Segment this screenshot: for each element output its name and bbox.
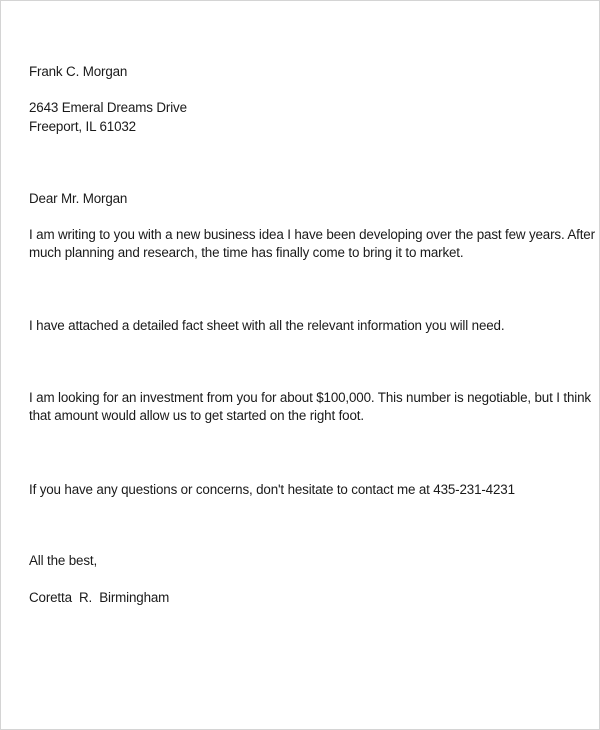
body-paragraph-4: If you have any questions or concerns, don't hesitate to contact me at 435-231-4231 bbox=[29, 482, 515, 497]
body-paragraph-3-line-2: that amount would allow us to get started on the right foot. bbox=[29, 408, 364, 423]
closing: All the best, bbox=[29, 553, 98, 568]
body-paragraph-3-line-1: I am looking for an investment from you for about $100,000. This number is negotiable, but I think bbox=[29, 390, 591, 405]
body-paragraph-2: I have attached a detailed fact sheet with all the relevant information you will need. bbox=[29, 318, 505, 333]
sender-street: 2643 Emeral Dreams Drive bbox=[29, 100, 187, 115]
sender-city: Freeport, IL 61032 bbox=[29, 119, 136, 134]
body-paragraph-1 bbox=[29, 226, 595, 262]
sender-name: Frank C. Morgan bbox=[29, 64, 128, 79]
salutation: Dear Mr. Morgan bbox=[29, 191, 128, 206]
body-paragraph-1-line-1: I am writing to you with a new business idea I have been developing over the past few years. After bbox=[29, 227, 595, 242]
body-paragraph-1-line-2: much planning and research, the time has finally come to bring it to market. bbox=[29, 245, 464, 260]
body-paragraph-3 bbox=[29, 389, 591, 425]
signature: Coretta R. Birmingham bbox=[29, 590, 170, 605]
